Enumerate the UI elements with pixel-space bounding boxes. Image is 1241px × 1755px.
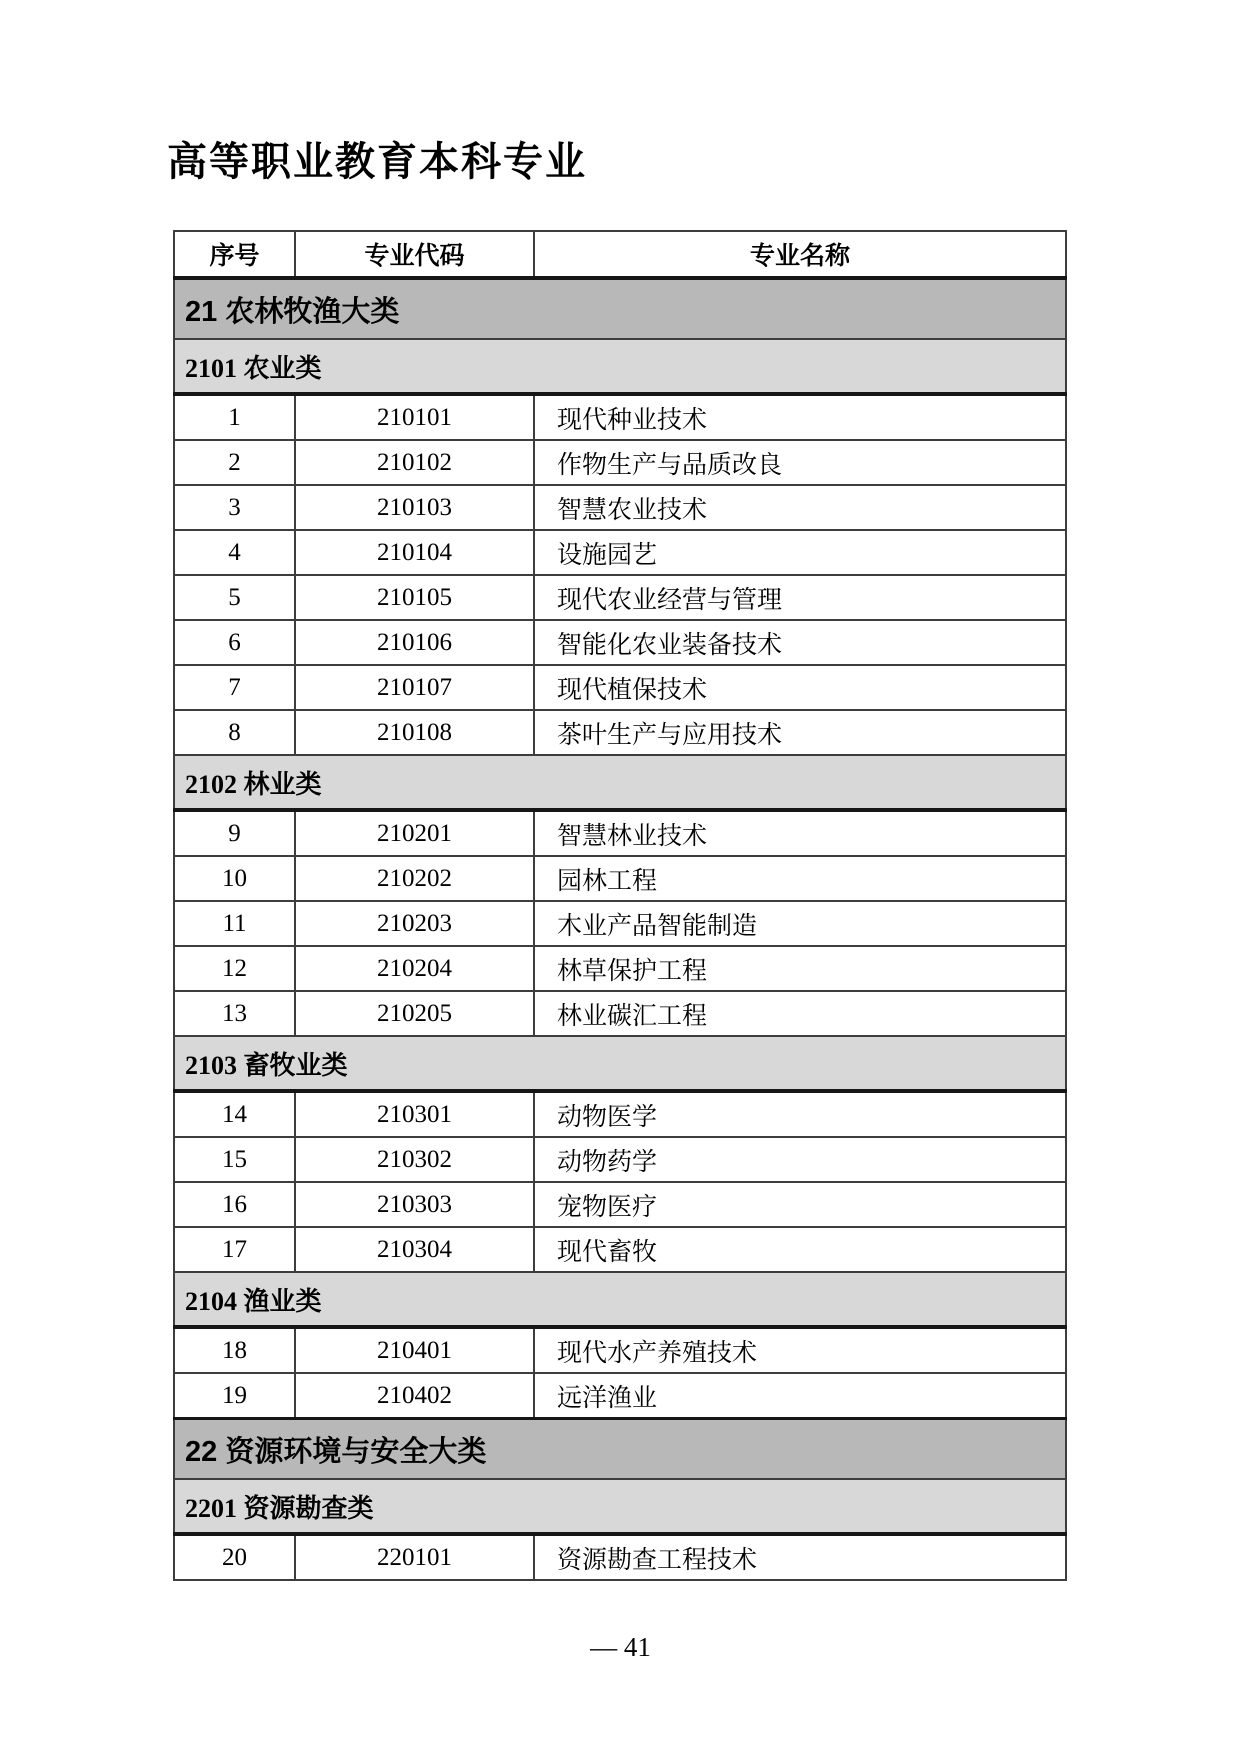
- major-name-cell: 智慧林业技术: [534, 810, 1066, 856]
- major-code-cell: 210101: [295, 394, 534, 440]
- row-index-cell: 6: [174, 620, 295, 665]
- major-name-cell: 现代植保技术: [534, 665, 1066, 710]
- major-code-cell: 210107: [295, 665, 534, 710]
- table-row: [174, 1182, 1066, 1227]
- major-code-cell: 210102: [295, 440, 534, 485]
- row-index-cell: 13: [174, 991, 295, 1036]
- row-index-cell: 14: [174, 1091, 295, 1137]
- major-name-cell: 智能化农业装备技术: [534, 620, 1066, 665]
- row-index-cell: 4: [174, 530, 295, 575]
- table-row: [174, 530, 1066, 575]
- row-index-cell: 16: [174, 1182, 295, 1227]
- major-code-cell: 220101: [295, 1534, 534, 1580]
- major-name-cell: 园林工程: [534, 856, 1066, 901]
- row-index-cell: 2: [174, 440, 295, 485]
- major-name-cell: 木业产品智能制造: [534, 901, 1066, 946]
- table-row: [174, 1373, 1066, 1419]
- major-name-cell: 资源勘查工程技术: [534, 1534, 1066, 1580]
- row-index-cell: 3: [174, 485, 295, 530]
- table-row: [174, 810, 1066, 856]
- sub-section-label: 2104 渔业类: [174, 1272, 1066, 1327]
- major-name-cell: 作物生产与品质改良: [534, 440, 1066, 485]
- page-title: 高等职业教育本科专业: [167, 139, 587, 184]
- major-code-cell: 210401: [295, 1327, 534, 1373]
- table-row: [174, 575, 1066, 620]
- column-header-name: 专业名称: [534, 231, 1066, 278]
- major-name-cell: 远洋渔业: [534, 1373, 1066, 1419]
- row-index-cell: 17: [174, 1227, 295, 1272]
- sub-section-band: [174, 755, 1066, 810]
- row-index-cell: 8: [174, 710, 295, 755]
- major-code-cell: 210302: [295, 1137, 534, 1182]
- column-header-code: 专业代码: [295, 231, 534, 278]
- major-name-cell: 林业碳汇工程: [534, 991, 1066, 1036]
- row-index-cell: 1: [174, 394, 295, 440]
- row-index-cell: 15: [174, 1137, 295, 1182]
- table-row: [174, 856, 1066, 901]
- sub-section-label: 2101 农业类: [174, 339, 1066, 394]
- major-code-cell: 210202: [295, 856, 534, 901]
- table-row: [174, 1327, 1066, 1373]
- sub-section-band: [174, 1272, 1066, 1327]
- table-row: [174, 620, 1066, 665]
- major-code-cell: 210402: [295, 1373, 534, 1419]
- row-index-cell: 20: [174, 1534, 295, 1580]
- major-section-band: [174, 278, 1066, 339]
- major-section-label: 22 资源环境与安全大类: [174, 1419, 1066, 1480]
- major-name-cell: 现代畜牧: [534, 1227, 1066, 1272]
- major-name-cell: 设施园艺: [534, 530, 1066, 575]
- row-index-cell: 18: [174, 1327, 295, 1373]
- major-name-cell: 动物医学: [534, 1091, 1066, 1137]
- table-row: [174, 1227, 1066, 1272]
- table-row: [174, 665, 1066, 710]
- row-index-cell: 11: [174, 901, 295, 946]
- sub-section-band: [174, 339, 1066, 394]
- major-code-cell: 210204: [295, 946, 534, 991]
- major-name-cell: 林草保护工程: [534, 946, 1066, 991]
- major-section-band: [174, 1419, 1066, 1480]
- major-code-cell: 210201: [295, 810, 534, 856]
- sub-section-label: 2102 林业类: [174, 755, 1066, 810]
- major-code-cell: 210205: [295, 991, 534, 1036]
- major-code-cell: 210105: [295, 575, 534, 620]
- table-row: [174, 991, 1066, 1036]
- row-index-cell: 19: [174, 1373, 295, 1419]
- major-section-label: 21 农林牧渔大类: [174, 278, 1066, 339]
- major-code-cell: 210301: [295, 1091, 534, 1137]
- table-row: [174, 1137, 1066, 1182]
- table-row: [174, 440, 1066, 485]
- major-name-cell: 动物药学: [534, 1137, 1066, 1182]
- table-header-row: [174, 231, 1066, 278]
- column-header-index: 序号: [174, 231, 295, 278]
- sub-section-label: 2103 畜牧业类: [174, 1036, 1066, 1091]
- major-name-cell: 现代水产养殖技术: [534, 1327, 1066, 1373]
- major-code-cell: 210304: [295, 1227, 534, 1272]
- major-name-cell: 宠物医疗: [534, 1182, 1066, 1227]
- major-code-cell: 210203: [295, 901, 534, 946]
- major-code-cell: 210103: [295, 485, 534, 530]
- table-row: [174, 1534, 1066, 1580]
- table-row: [174, 946, 1066, 991]
- sub-section-band: [174, 1479, 1066, 1534]
- page-number: — 41: [590, 1632, 651, 1662]
- sub-section-label: 2201 资源勘查类: [174, 1479, 1066, 1534]
- major-name-cell: 现代种业技术: [534, 394, 1066, 440]
- row-index-cell: 9: [174, 810, 295, 856]
- major-name-cell: 现代农业经营与管理: [534, 575, 1066, 620]
- major-name-cell: 智慧农业技术: [534, 485, 1066, 530]
- major-code-cell: 210106: [295, 620, 534, 665]
- major-code-cell: 210303: [295, 1182, 534, 1227]
- table-body: [174, 278, 1066, 1580]
- table-row: [174, 901, 1066, 946]
- row-index-cell: 5: [174, 575, 295, 620]
- major-name-cell: 茶叶生产与应用技术: [534, 710, 1066, 755]
- table-row: [174, 710, 1066, 755]
- row-index-cell: 10: [174, 856, 295, 901]
- major-code-cell: 210108: [295, 710, 534, 755]
- majors-table: [173, 230, 1067, 1581]
- sub-section-band: [174, 1036, 1066, 1091]
- row-index-cell: 7: [174, 665, 295, 710]
- table-row: [174, 485, 1066, 530]
- major-code-cell: 210104: [295, 530, 534, 575]
- table-row: [174, 1091, 1066, 1137]
- row-index-cell: 12: [174, 946, 295, 991]
- table-row: [174, 394, 1066, 440]
